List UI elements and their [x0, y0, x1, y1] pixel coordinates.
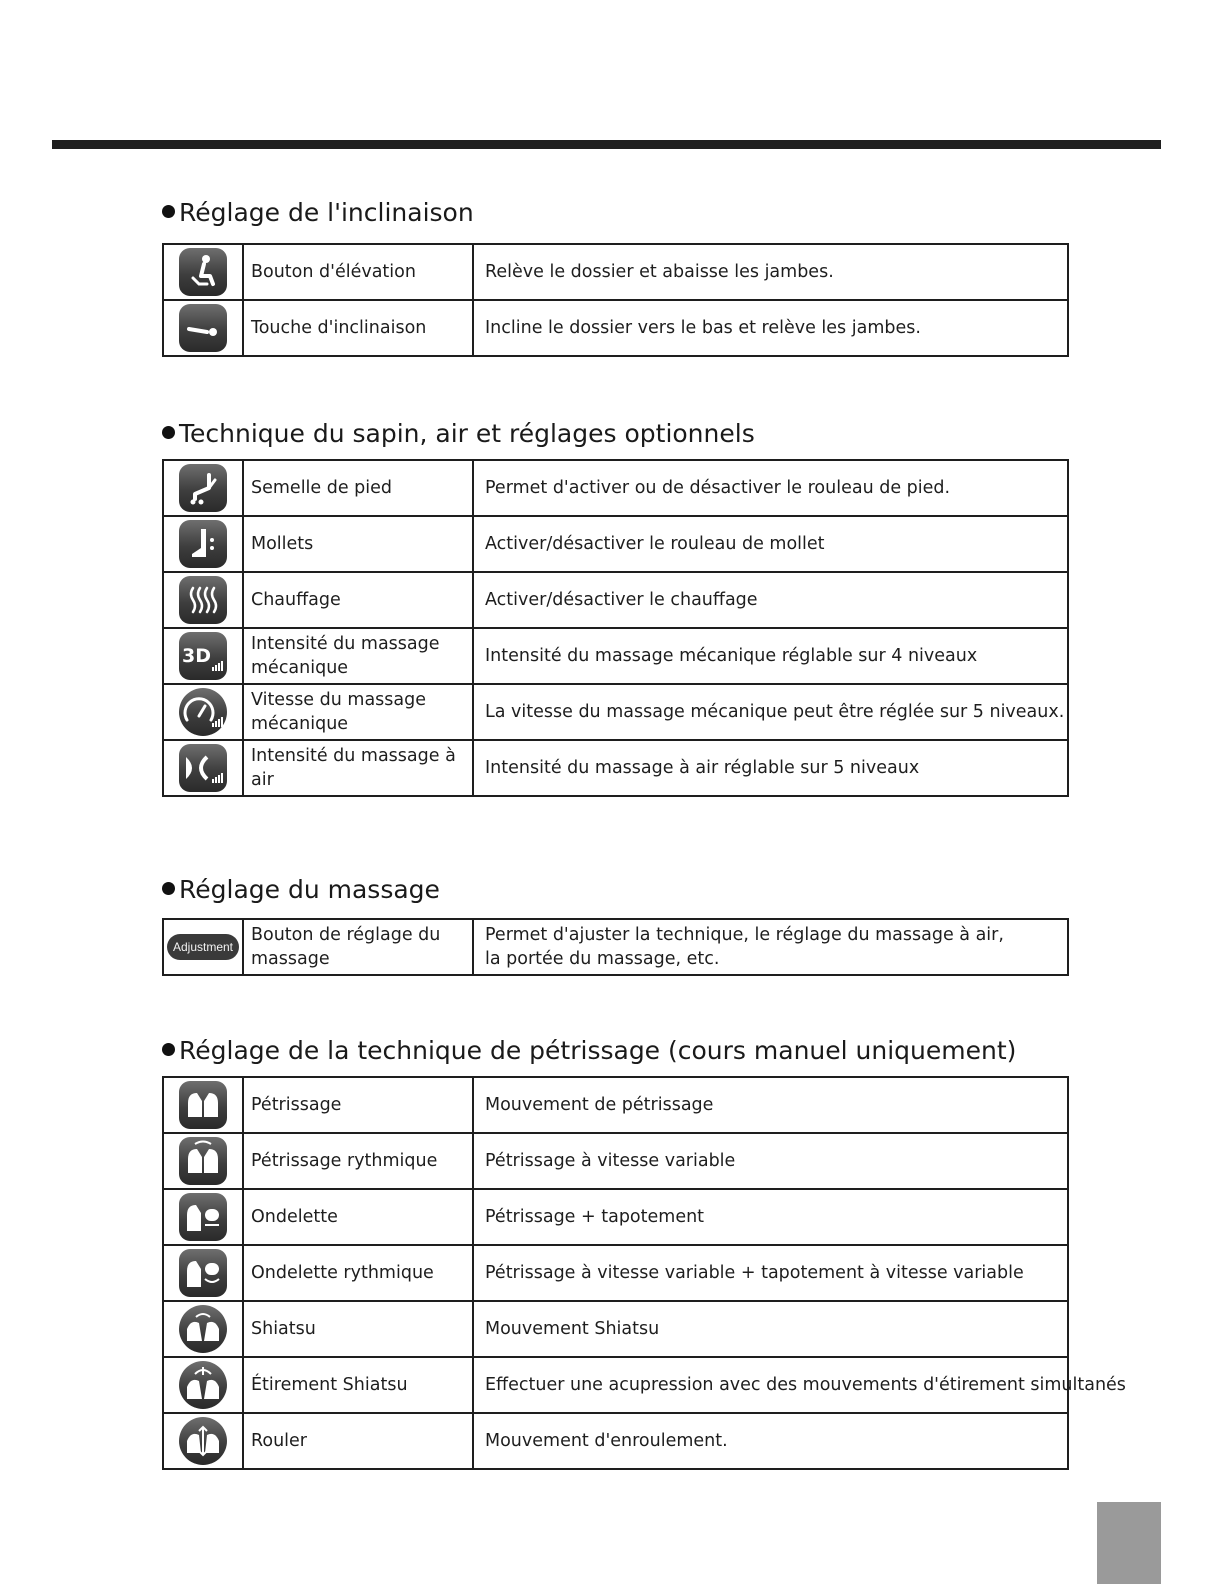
description-line: Permet d'ajuster la technique, le réglage du massage à air,	[485, 925, 1004, 945]
control-description: Activer/désactiver le rouleau de mollet	[473, 516, 1068, 572]
table-row	[163, 244, 1068, 300]
table-row	[163, 740, 1068, 796]
control-name: Chauffage	[243, 572, 473, 628]
shiatsu-icon[interactable]	[179, 1305, 227, 1353]
table-row	[163, 1189, 1068, 1245]
table-row	[163, 572, 1068, 628]
foot-roller-icon[interactable]	[179, 464, 227, 512]
table-row	[163, 1077, 1068, 1133]
control-description: Relève le dossier et abaisse les jambes.	[473, 244, 1068, 300]
header-rule	[52, 140, 1161, 149]
control-description: Intensité du massage mécanique réglable sur 4 niveaux	[473, 628, 1068, 684]
control-name: Pétrissage rythmique	[243, 1133, 473, 1189]
control-name: Ondelette rythmique	[243, 1245, 473, 1301]
control-description: Mouvement Shiatsu	[473, 1301, 1068, 1357]
control-description: Pétrissage + tapotement	[473, 1189, 1068, 1245]
shiatsu-stretch-icon[interactable]	[179, 1361, 227, 1409]
control-description: Intensité du massage à air réglable sur 5 niveaux	[473, 740, 1068, 796]
section-title-massage: Réglage du massage	[162, 875, 440, 905]
rhythmic-ondelette-icon[interactable]	[179, 1249, 227, 1297]
control-description: Pétrissage à vitesse variable	[473, 1133, 1068, 1189]
table-petrissage	[162, 1076, 1126, 1470]
control-description: Effectuer une acupression avec des mouvements d'étirement simultanés	[473, 1357, 1068, 1413]
table-inclinaison	[162, 243, 1069, 357]
ondelette-icon[interactable]	[179, 1193, 227, 1241]
control-description: Permet d'activer ou de désactiver le rouleau de pied.	[473, 460, 1068, 516]
section-title-optionnels: Technique du sapin, air et réglages optionnels	[162, 419, 755, 449]
control-description: La vitesse du massage mécanique peut être réglée sur 5 niveaux.	[473, 684, 1068, 740]
control-name: Ondelette	[243, 1189, 473, 1245]
table-row	[163, 1413, 1068, 1469]
control-name: Touche d'inclinaison	[243, 300, 473, 356]
control-description: Incline le dossier vers le bas et relève les jambes.	[473, 300, 1068, 356]
section-title-inclinaison: Réglage de l'inclinaison	[162, 198, 474, 228]
table-optionnels	[162, 459, 1069, 797]
table-row	[163, 300, 1068, 356]
speed-gauge-icon[interactable]	[179, 688, 227, 736]
control-name: Rouler	[243, 1413, 473, 1469]
heat-icon[interactable]	[179, 576, 227, 624]
table-row	[163, 1133, 1068, 1189]
rhythmic-kneading-icon[interactable]	[179, 1137, 227, 1185]
control-description: Activer/désactiver le chauffage	[473, 572, 1068, 628]
control-name: Vitesse du massage mécanique	[243, 684, 473, 740]
3d-intensity-icon[interactable]	[179, 632, 227, 680]
table-row	[163, 1357, 1068, 1413]
control-description: Mouvement d'enroulement.	[473, 1413, 1068, 1469]
calf-icon[interactable]	[179, 520, 227, 568]
control-name: Bouton de réglage du massage	[243, 919, 473, 975]
table-row	[163, 1245, 1068, 1301]
kneading-icon[interactable]	[179, 1081, 227, 1129]
page-tab	[1097, 1502, 1161, 1584]
control-name: Mollets	[243, 516, 473, 572]
control-name: Bouton d'élévation	[243, 244, 473, 300]
control-description	[473, 919, 1068, 975]
control-name: Semelle de pied	[243, 460, 473, 516]
table-row	[163, 460, 1068, 516]
section-title-petrissage: Réglage de la technique de pétrissage (cours manuel uniquement)	[162, 1036, 1016, 1066]
table-massage	[162, 918, 1069, 976]
control-name: Pétrissage	[243, 1077, 473, 1133]
recline-icon[interactable]	[179, 304, 227, 352]
table-row	[163, 684, 1068, 740]
control-name: Étirement Shiatsu	[243, 1357, 473, 1413]
control-name: Intensité du massage à air	[243, 740, 473, 796]
rolling-icon[interactable]	[179, 1417, 227, 1465]
air-intensity-icon[interactable]	[179, 744, 227, 792]
control-name: Shiatsu	[243, 1301, 473, 1357]
adjustment-button[interactable]: Adjustment	[167, 934, 239, 960]
table-row	[163, 919, 1068, 975]
control-description: Pétrissage à vitesse variable + tapotement à vitesse variable	[473, 1245, 1068, 1301]
table-row	[163, 628, 1068, 684]
control-description: Mouvement de pétrissage	[473, 1077, 1068, 1133]
seat-raise-icon[interactable]	[179, 248, 227, 296]
table-row	[163, 1301, 1068, 1357]
description-line: la portée du massage, etc.	[485, 949, 720, 969]
table-row	[163, 516, 1068, 572]
control-name: Intensité du massage mécanique	[243, 628, 473, 684]
svg-text:3D: 3D	[182, 645, 211, 667]
